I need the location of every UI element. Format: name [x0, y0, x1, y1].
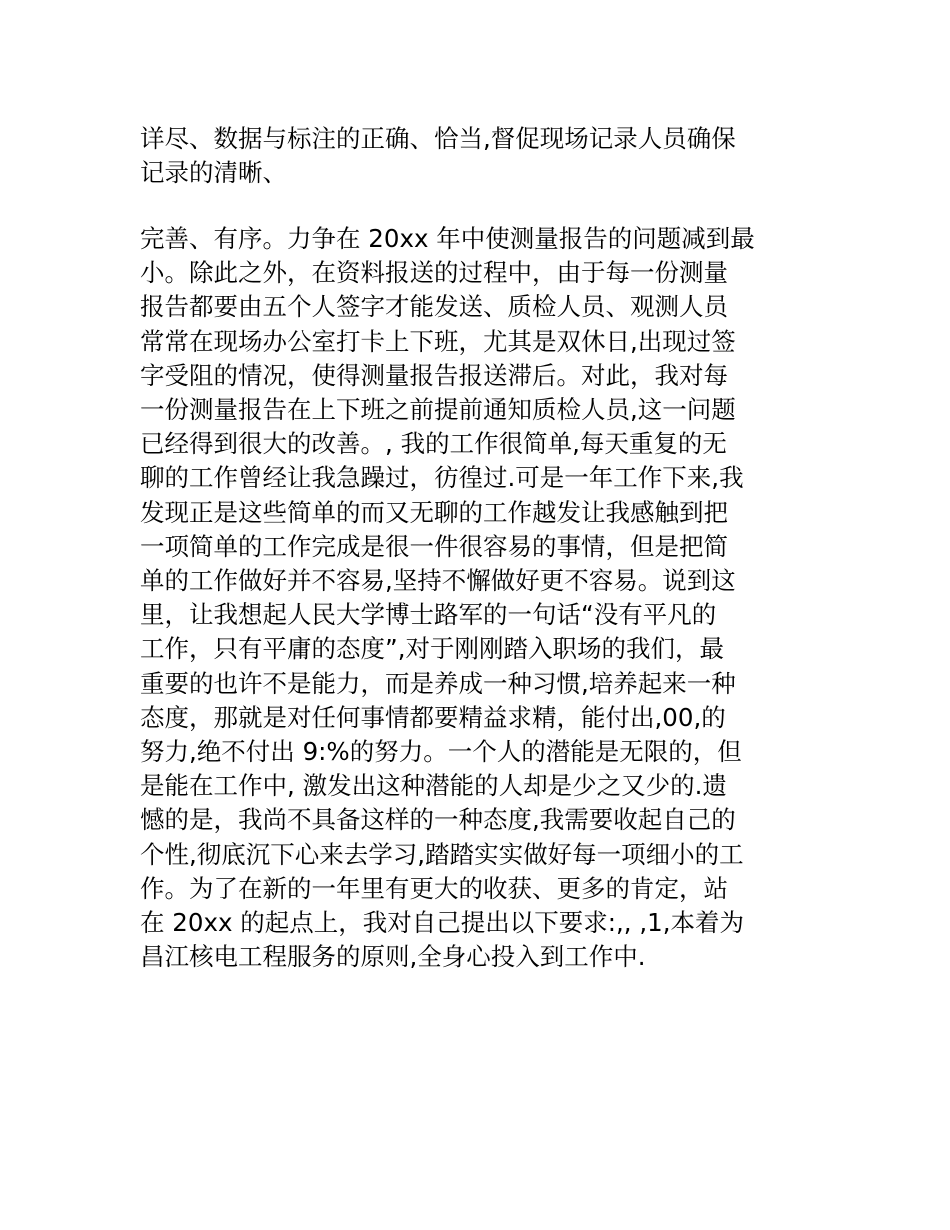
- text-line: 是能在工作中, 激发出这种潜能的人却是少之又少的.遗: [140, 771, 727, 801]
- text-line: 努力,绝不付出 9:%的努力。一个人的潜能是无限的，但: [140, 737, 742, 767]
- text-line: 完善、有序。力争在 20xx 年中使测量报告的问题减到最: [140, 224, 755, 253]
- text-line: 态度，那就是对任何事情都要精益求精，能付出,00,的: [140, 702, 726, 732]
- paragraph-1: [140, 122, 820, 190]
- text-line: 常常在现场办公室打卡上下班，尤其是双休日,出现过签: [140, 326, 736, 356]
- text-line: 单的工作做好并不容易,坚持不懈做好更不容易。说到这: [140, 566, 736, 596]
- text-line: 详尽、数据与标注的正确、恰当,督促现场记录人员确保: [140, 124, 736, 153]
- text-line: 一项简单的工作完成是很一件很容易的事情，但是把简: [140, 531, 728, 561]
- text-line: 在 20xx 的起点上，我对自己提出以下要求:,, ,1,本着为: [140, 908, 745, 938]
- text-line: 小。除此之外，在资料报送的过程中，由于每一份测量: [140, 258, 728, 288]
- text-line: 憾的是，我尚不具备这样的一种态度,我需要收起自己的: [140, 805, 736, 835]
- text-line: 个性,彻底沉下心来去学习,踏踏实实做好每一项细小的工: [140, 839, 744, 869]
- text-line: 昌江核电工程服务的原则,全身心投入到工作中.: [140, 942, 646, 972]
- paragraph-2: [140, 222, 820, 974]
- text-line: 工作，只有平庸的态度”,对于刚刚踏入职场的我们，最: [140, 634, 724, 664]
- text-line: 重要的也许不是能力，而是养成一种习惯,培养起来一种: [140, 668, 736, 698]
- text-line: 字受阻的情况，使得测量报告报送滞后。对此，我对每: [140, 360, 728, 390]
- text-line: 已经得到很大的改善。, 我的工作很简单,每天重复的无: [140, 429, 727, 459]
- text-line: 一份测量报告在上下班之前提前通知质检人员,这一问题: [140, 395, 736, 425]
- text-line: 报告都要由五个人签字才能发送、质检人员、观测人员: [140, 292, 728, 322]
- text-line: 里，让我想起人民大学博士路军的一句话“没有平凡的: [140, 600, 717, 630]
- text-line: 作。为了在新的一年里有更大的收获、更多的肯定，站: [140, 873, 728, 903]
- text-line: 聊的工作曾经让我急躁过，彷徨过.可是一年工作下来,我: [140, 463, 744, 493]
- text-line: 记录的清晰、: [140, 158, 287, 188]
- text-line: 发现正是这些简单的而又无聊的工作越发让我感触到把: [140, 497, 728, 527]
